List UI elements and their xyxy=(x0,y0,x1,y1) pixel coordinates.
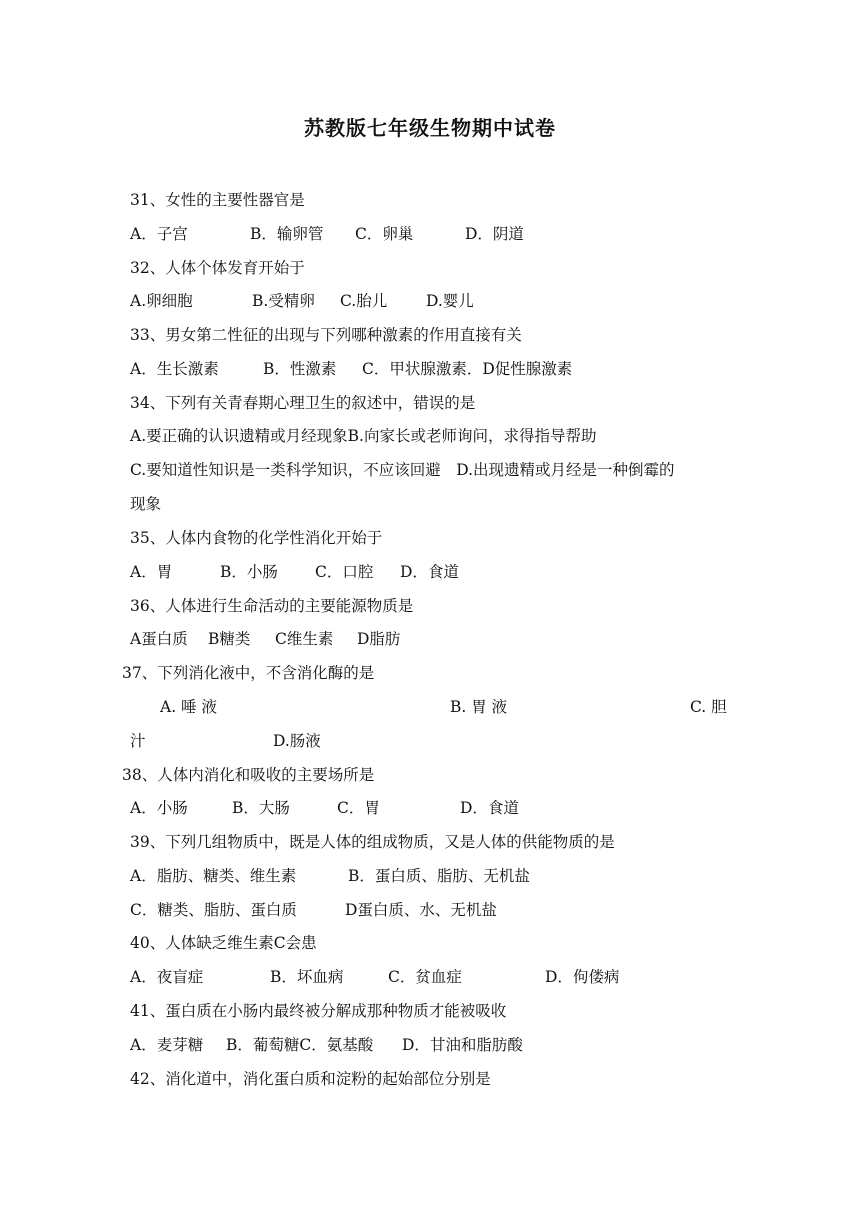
option-36-a: A蛋白质 xyxy=(130,630,188,648)
option-36-d: D脂肪 xyxy=(357,630,401,648)
option-41-d: D．甘油和脂肪酸 xyxy=(402,1036,523,1054)
option-36-c: C维生素 xyxy=(275,630,334,648)
option-40-c: C．贫血症 xyxy=(388,968,462,986)
option-32-c: C.胎儿 xyxy=(340,292,388,310)
option-37-b: B. 胃 液 xyxy=(450,698,508,716)
option-39-d: D蛋白质、水、无机盐 xyxy=(345,901,497,919)
option-37-c: C. 胆 xyxy=(690,698,727,716)
question-40: 40、人体缺乏维生素C会患 xyxy=(130,934,317,952)
option-40-a: A．夜盲症 xyxy=(130,968,204,986)
option-36-b: B糖类 xyxy=(208,630,251,648)
option-32-d: D.婴儿 xyxy=(426,292,474,310)
question-32: 32、人体个体发育开始于 xyxy=(130,259,305,277)
option-38-d: D．食道 xyxy=(460,799,519,817)
option-38-c: C．胃 xyxy=(337,799,380,817)
question-33: 33、男女第二性征的出现与下列哪种激素的作用直接有关 xyxy=(130,326,522,344)
question-36: 36、人体进行生命活动的主要能源物质是 xyxy=(130,597,414,615)
option-32-b: B.受精卵 xyxy=(252,292,315,310)
question-39: 39、下列几组物质中，既是人体的组成物质，又是人体的供能物质的是 xyxy=(130,833,615,851)
option-33-a: A．生长激素 xyxy=(130,360,219,378)
question-42: 42、消化道中，消化蛋白质和淀粉的起始部位分别是 xyxy=(130,1070,491,1088)
option-35-c: C．口腔 xyxy=(315,563,374,581)
option-35-d: D．食道 xyxy=(400,563,459,581)
option-38-b: B．大肠 xyxy=(232,799,290,817)
option-38-a: A．小肠 xyxy=(130,799,188,817)
option-40-d: D．佝偻病 xyxy=(545,968,620,986)
option-31-d: D．阴道 xyxy=(465,225,524,243)
option-39-a: A．脂肪、糖类、维生素 xyxy=(130,867,297,885)
option-33-b: B．性激素 xyxy=(263,360,337,378)
option-37-a: A. 唾 液 xyxy=(160,698,217,716)
question-35: 35、人体内食物的化学性消化开始于 xyxy=(130,529,383,547)
option-35-a: A．胃 xyxy=(130,563,173,581)
option-39-b: B．蛋白质、脂肪、无机盐 xyxy=(348,867,530,885)
question-34: 34、下列有关青春期心理卫生的叙述中，错误的是 xyxy=(130,394,476,412)
page-title: 苏教版七年级生物期中试卷 xyxy=(304,116,556,140)
option-31-c: C．卵巢 xyxy=(355,225,414,243)
option-41-a: A．麦芽糖 xyxy=(130,1036,204,1054)
option-40-b: B．坏血病 xyxy=(270,968,344,986)
options-34-line-2: C.要知道性知识是一类科学知识，不应该回避 D.出现遗精或月经是一种倒霉的 xyxy=(130,461,675,479)
question-41: 41、蛋白质在小肠内最终被分解成那种物质才能被吸收 xyxy=(130,1002,507,1020)
options-34-line-1: A.要正确的认识遗精或月经现象B.向家长或老师询问，求得指导帮助 xyxy=(130,427,597,445)
question-37: 37、下列消化液中，不含消化酶的是 xyxy=(122,664,375,682)
option-41-bc: B．葡萄糖C．氨基酸 xyxy=(226,1036,374,1054)
option-32-a: A.卵细胞 xyxy=(130,292,193,310)
option-33-cd: C．甲状腺激素．D促性腺激素 xyxy=(362,360,573,378)
option-31-a: A．子宫 xyxy=(130,225,188,243)
option-37-d: D.肠液 xyxy=(273,732,321,750)
option-31-b: B．输卵管 xyxy=(250,225,324,243)
option-35-b: B．小肠 xyxy=(220,563,278,581)
option-37-c-continued: 汁 xyxy=(130,732,146,750)
option-39-c: C．糖类、脂肪、蛋白质 xyxy=(130,901,297,919)
options-34-line-3: 现象 xyxy=(130,495,162,513)
question-38: 38、人体内消化和吸收的主要场所是 xyxy=(122,766,375,784)
question-31: 31、女性的主要性器官是 xyxy=(130,191,305,209)
